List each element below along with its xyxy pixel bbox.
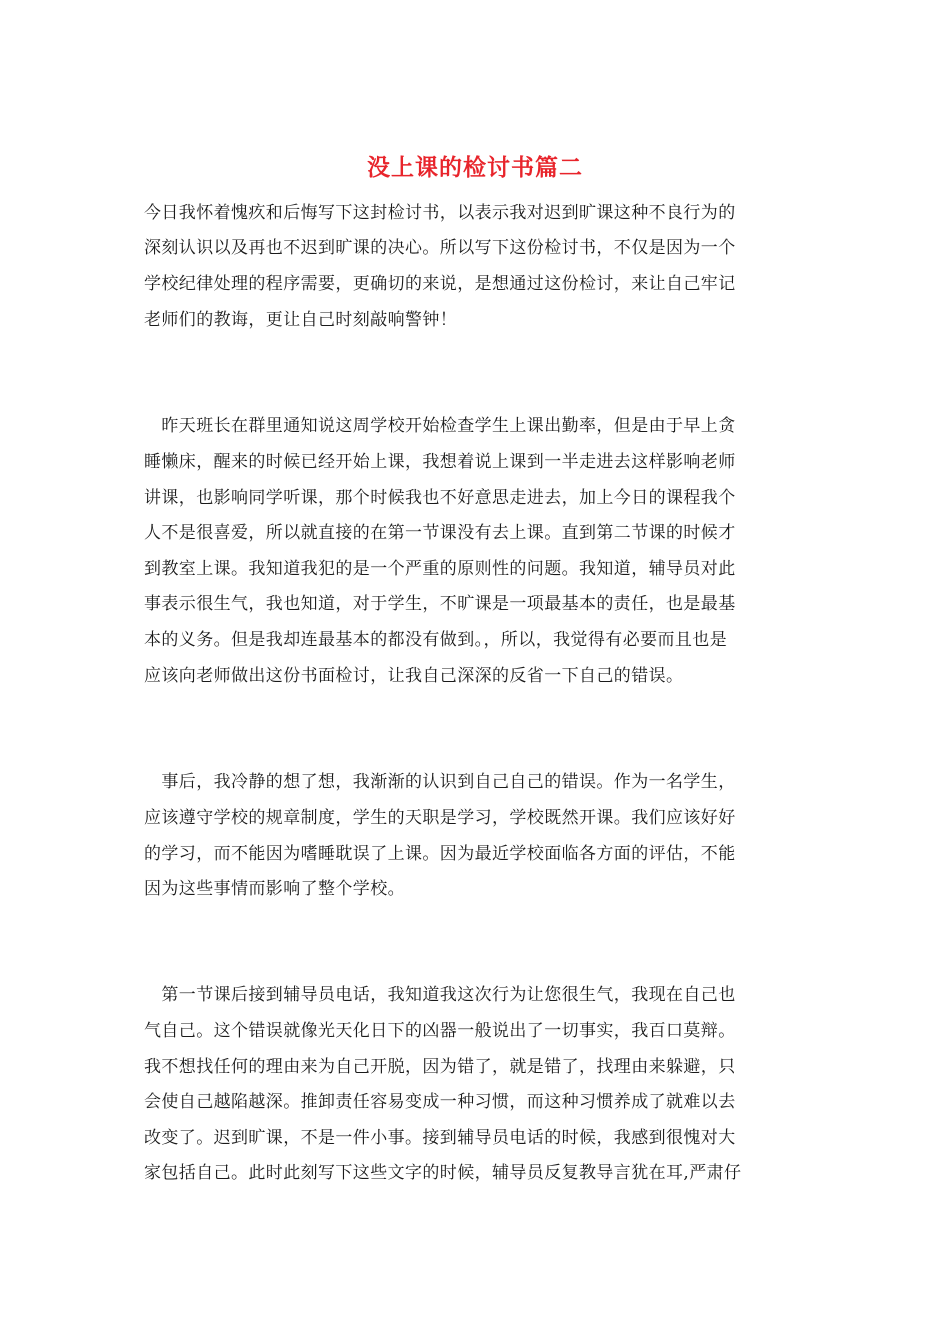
paragraph-1-line: 学校纪律处理的程序需要，更确切的来说，是想通过这份检讨，来让自己牢记	[144, 274, 736, 294]
paragraph-2-line: 讲课，也影响同学听课，那个时候我也不好意思走进去，加上今日的课程我个	[144, 488, 736, 508]
paragraph-2-line: 人不是很喜爱，所以就直接的在第一节课没有去上课。直到第二节课的时候才	[144, 523, 736, 543]
paragraph-1-line: 深刻认识以及再也不迟到旷课的决心。所以写下这份检讨书，不仅是因为一个	[144, 238, 736, 258]
paragraph-3-line: 因为这些事情而影响了整个学校。	[144, 879, 405, 899]
paragraph-4-line: 改变了。迟到旷课，不是一件小事。接到辅导员电话的时候，我感到很愧对大	[144, 1128, 736, 1148]
paragraph-2-line: 睡懒床，醒来的时候已经开始上课，我想着说上课到一半走进去这样影响老师	[144, 452, 736, 472]
paragraph-2-line: 事表示很生气，我也知道，对于学生，不旷课是一项最基本的责任，也是最基	[144, 594, 736, 614]
paragraph-4-line: 第一节课后接到辅导员电话，我知道我这次行为让您很生气，我现在自己也	[144, 985, 736, 1005]
paragraph-4-line: 我不想找任何的理由来为自己开脱，因为错了，就是错了，找理由来躲避，只	[144, 1057, 736, 1077]
paragraph-2-line: 应该向老师做出这份书面检讨，让我自己深深的反省一下自己的错误。	[144, 666, 684, 686]
paragraph-3-line: 的学习，而不能因为嗜睡耽误了上课。因为最近学校面临各方面的评估，不能	[144, 844, 736, 864]
paragraph-2-line: 昨天班长在群里通知说这周学校开始检查学生上课出勤率，但是由于早上贪	[144, 416, 736, 436]
paragraph-2-line: 到教室上课。我知道我犯的是一个严重的原则性的问题。我知道，辅导员对此	[144, 559, 736, 579]
document-title: 没上课的检讨书篇二	[367, 154, 583, 181]
paragraph-1-line: 老师们的教诲，更让自己时刻敲响警钟！	[144, 310, 458, 330]
paragraph-1-line: 今日我怀着愧疚和后悔写下这封检讨书，以表示我对迟到旷课这种不良行为的	[144, 203, 736, 223]
paragraph-3-line: 应该遵守学校的规章制度，学生的天职是学习，学校既然开课。我们应该好好	[144, 808, 736, 828]
paragraph-2-line: 本的义务。但是我却连最基本的都没有做到。，所以，我觉得有必要而且也是	[144, 630, 728, 650]
paragraph-4-line: 气自己。这个错误就像光天化日下的凶器一般说出了一切事实，我百口莫辩。	[144, 1021, 736, 1041]
paragraph-3-line: 事后，我冷静的想了想，我渐渐的认识到自己自己的错误。作为一名学生，	[144, 772, 736, 792]
paragraph-4-line: 家包括自己。此时此刻写下这些文字的时候，辅导员反复教导言犹在耳,严肃仔	[144, 1163, 742, 1183]
paragraph-4-line: 会使自己越陷越深。推卸责任容易变成一种习惯，而这种习惯养成了就难以去	[144, 1092, 736, 1112]
